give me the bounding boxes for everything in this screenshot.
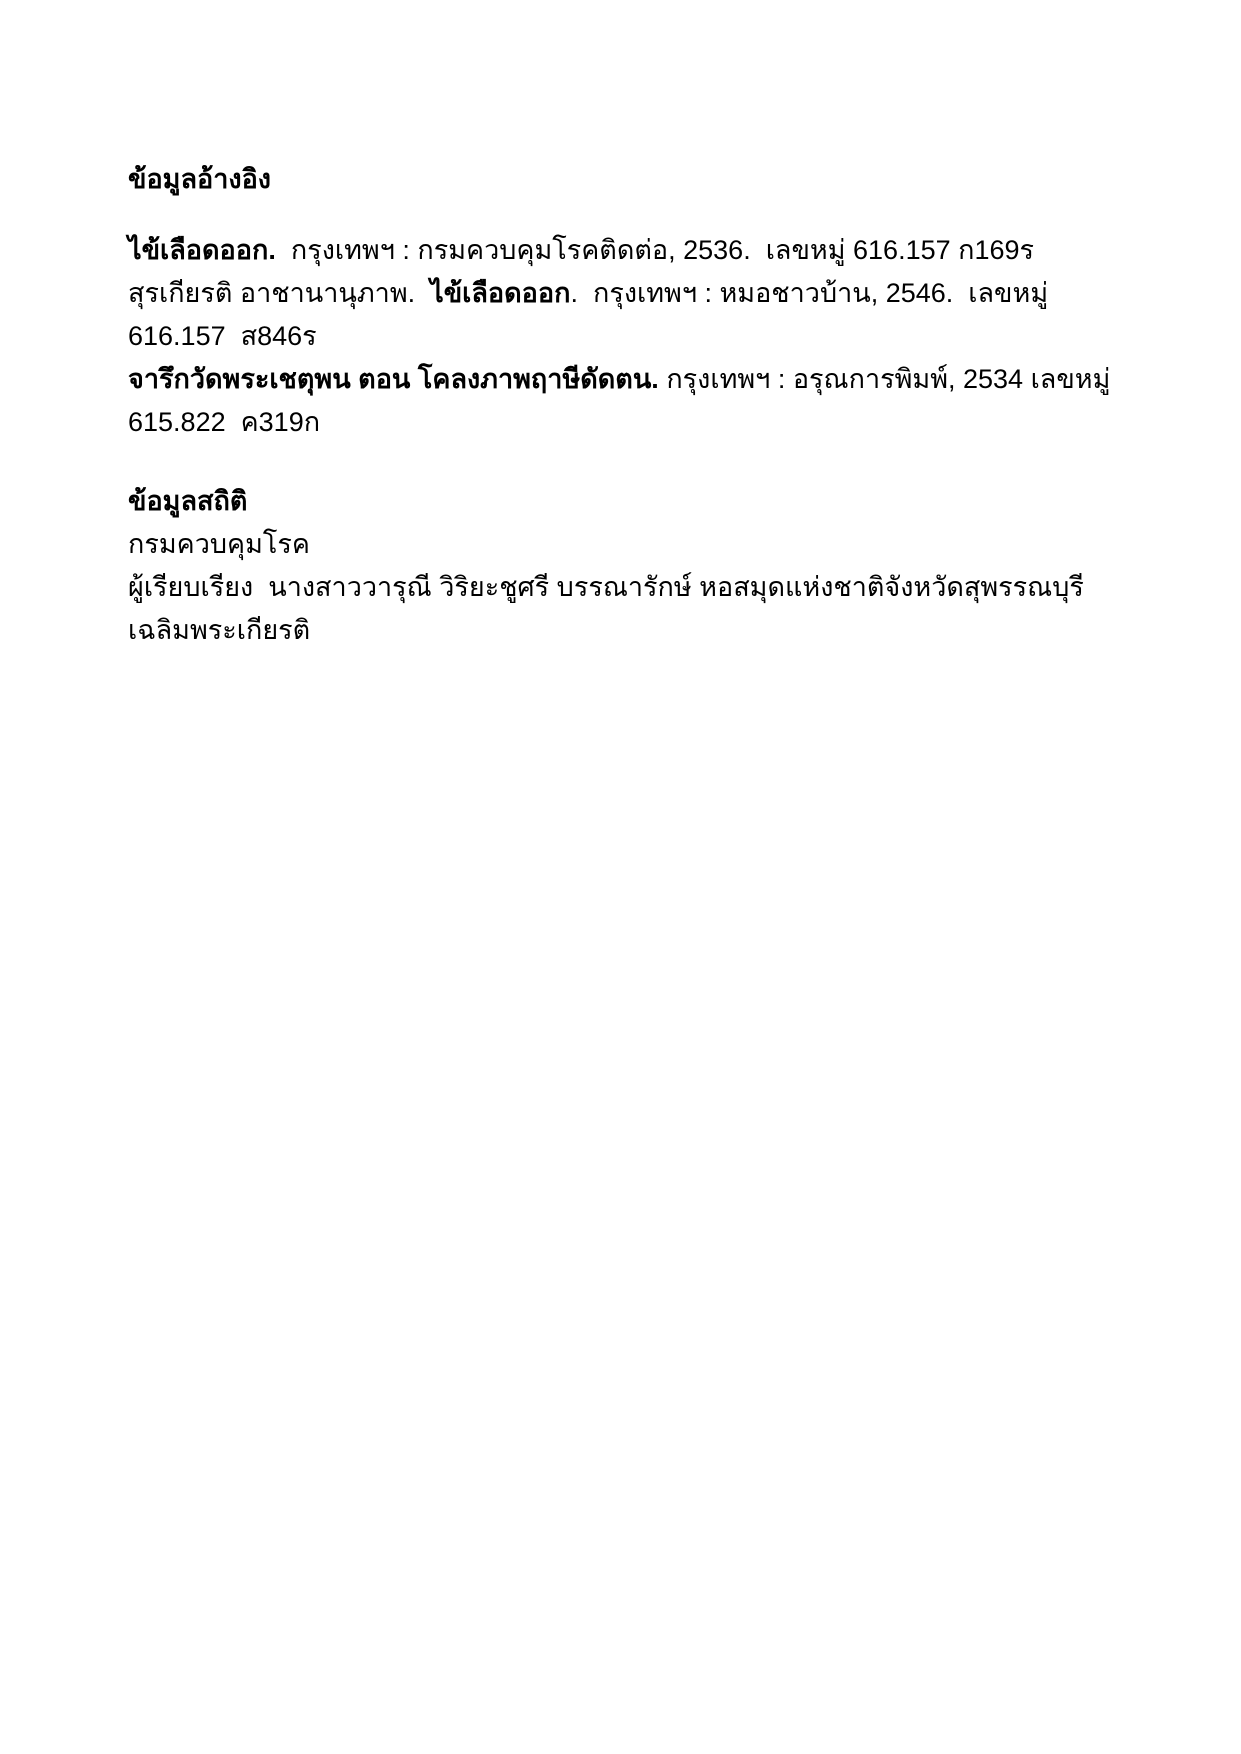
- reference-details: . กรุงเทพฯ : หมอชาวบ้าน, 2546. เลขหมู่ 616.157 ส846ร: [128, 278, 1056, 351]
- references-section-heading: ข้อมูลอ้างอิง: [128, 164, 271, 194]
- reference-title: ไข้เลือดออก.: [128, 235, 276, 265]
- reference-entry: [128, 358, 1131, 444]
- reference-details: กรุงเทพฯ : กรมควบคุมโรคติดต่อ, 2536. เลขหมู่ 616.157 ก169ร: [275, 235, 1035, 265]
- statistics-compiler: ผู้เรียบเรียง นางสาววารุณี วิริยะชูศรี บรรณารักษ์ หอสมุดแห่งชาติจังหวัดสุพรรณบุรี เฉลิมพระเกียรติ: [128, 572, 1092, 645]
- reference-title: ไข้เลือดออก: [430, 278, 571, 308]
- statistics-section-heading: ข้อมูลสถิติ: [128, 486, 248, 516]
- statistics-source: กรมควบคุมโรค: [128, 529, 310, 559]
- reference-author: สุรเกียรติ อาชานานุภาพ.: [128, 278, 431, 308]
- reference-entry: [128, 272, 1131, 358]
- statistics-list: [128, 523, 1131, 652]
- reference-title: จารึกวัดพระเชตุพน ตอน โคลงภาพฤาษีดัดตน.: [128, 364, 659, 394]
- references-list: [128, 229, 1131, 444]
- reference-details: กรุงเทพฯ : อรุณการพิมพ์, 2534 เลขหมู่ 615.822 ค319ก: [128, 364, 1118, 437]
- reference-entry: [128, 229, 1131, 272]
